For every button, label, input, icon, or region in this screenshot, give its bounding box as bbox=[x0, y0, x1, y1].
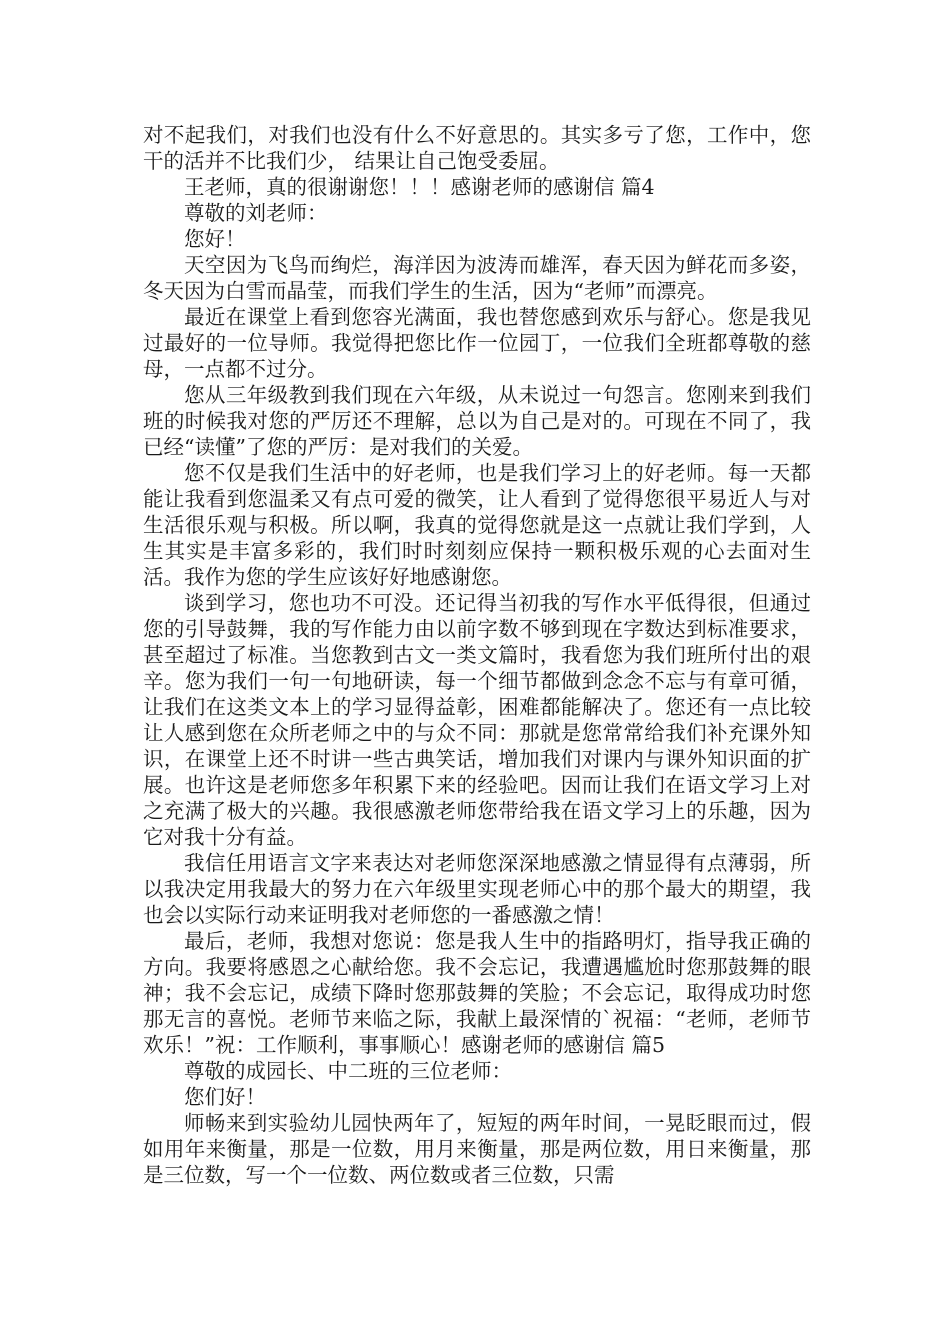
paragraph-2: 王老师，真的很谢谢您！！！感谢老师的感谢信 篇4 bbox=[184, 175, 655, 199]
paragraph-13: 您们好！ bbox=[184, 1085, 266, 1109]
document-body bbox=[143, 122, 811, 1188]
paragraph-8: 您不仅是我们生活中的好老师，也是我们学习上的好老师。每一天都能让我看到您温柔又有点可爱的微笑，让人看到了觉得您很平易近人与对生活很乐观与积极。所以啊，我真的觉得您就是这一点就让我们学到，人生其实是丰富多彩的，我们时时刻刻应保持一颗积极乐观的心去面对生活。我作为您的学生应该好好地感谢您。 bbox=[143, 461, 811, 589]
paragraph-14: 师畅来到实验幼儿园快两年了，短短的两年时间，一晃眨眼而过，假如用年来衡量，那是一位数，用月来衡量，那是两位数，用日来衡量，那是三位数，写一个一位数、两位数或者三位数，只需 bbox=[143, 1111, 811, 1187]
paragraph-7: 您从三年级教到我们现在六年级，从未说过一句怨言。您刚来到我们班的时候我对您的严厉还不理解，总以为自己是对的。可现在不同了，我已经“读懂”了您的严厉：是对我们的关爱。 bbox=[143, 383, 811, 459]
paragraph-12: 尊敬的成园长、中二班的三位老师： bbox=[184, 1059, 512, 1083]
paragraph-6: 最近在课堂上看到您容光满面，我也替您感到欢乐与舒心。您是我见过最好的一位导师。我觉得把您比作一位园丁，一位我们全班都尊敬的慈母，一点都不过分。 bbox=[143, 305, 811, 381]
paragraph-10: 我信任用语言文字来表达对老师您深深地感激之情显得有点薄弱，所以我决定用我最大的努力在六年级里实现老师心中的那个最大的期望，我也会以实际行动来证明我对老师您的一番感激之情！ bbox=[143, 851, 811, 927]
paragraph-9: 谈到学习，您也功不可没。还记得当初我的写作水平低得很，但通过您的引导鼓舞，我的写作能力由以前字数不够到现在字数达到标准要求，甚至超过了标准。当您教到古文一类文篇时，我看您为我们班所付出的艰辛。您为我们一句一句地研读，每一个细节都做到念念不忘与有章可循，让我们在这类文本上的学习显得益彰，困难都能解决了。您还有一点比较让人感到您在众所老师之中的与众不同：那就是您常常给我们补充课外知识，在课堂上还不时讲一些古典笑话，增加我们对课内与课外知识面的扩展。也许这是老师您多年积累下来的经验吧。因而让我们在语文学习上对之充满了极大的兴趣。我很感激老师您带给我在语文学习上的乐趣，因为它对我十分有益。 bbox=[143, 591, 811, 849]
paragraph-4: 您好！ bbox=[184, 227, 246, 251]
paragraph-5: 天空因为飞鸟而绚烂，海洋因为波涛而雄浑，春天因为鲜花而多姿，冬天因为白雪而晶莹，而我们学生的生活，因为“老师”而漂亮。 bbox=[143, 253, 811, 303]
paragraph-11: 最后，老师，我想对您说：您是我人生中的指路明灯，指导我正确的方向。我要将感恩之心献给您。我不会忘记，我遭遇尴尬时您那鼓舞的眼神；我不会忘记，成绩下降时您那鼓舞的笑脸；不会忘记，取得成功时您那无言的喜悦。老师节来临之际，我献上最深情的`祝福：“老师，老师节欢乐！”祝：工作顺利，事事顺心！感谢老师的感谢信 篇5 bbox=[143, 929, 811, 1057]
paragraph-3: 尊敬的刘老师： bbox=[184, 201, 328, 225]
paragraph-1: 对不起我们，对我们也没有什么不好意思的。其实多亏了您，工作中，您干的活并不比我们少， 结果让自己饱受委屈。 bbox=[143, 123, 811, 173]
